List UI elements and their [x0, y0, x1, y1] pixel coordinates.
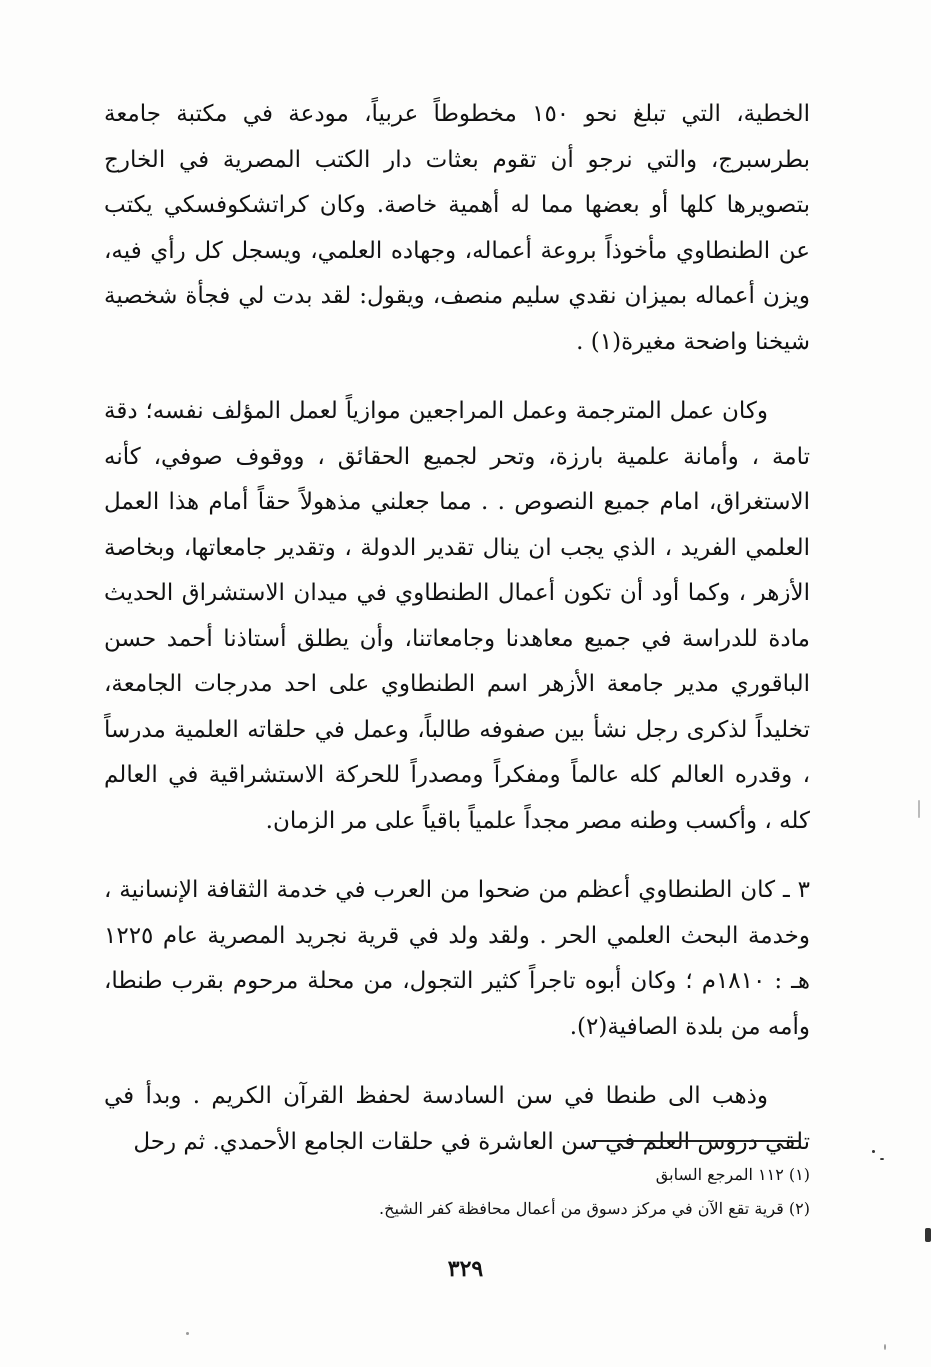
- paragraph-3: ٣ ـ كان الطنطاوي أعظم من ضحوا من العرب في خدمة الثقافة الإنسانية ، وخدمة البحث العلمي الحر . ولقد ولد في قرية نجريد المصرية عام ١٢٢٥ هـ : ١٨١٠م ؛ وكان أبوه تاجراً كثير التجول، من محلة مرحوم بقرب طنطا، وأمه من بلدة الصافية(٢).: [104, 877, 810, 1040]
- footnote-2: (٢) قرية تقع الآن في مركز دسوق من أعمال محافظة كفر الشيخ.: [379, 1199, 810, 1218]
- footnote-1: (١) ١١٢ المرجع السابق: [655, 1165, 810, 1184]
- body-text: [104, 92, 810, 1165]
- scan-speck: [186, 1332, 189, 1335]
- scan-speck: [880, 1158, 884, 1160]
- scan-speck: [918, 800, 920, 818]
- page-number: ٣٢٩: [447, 1256, 484, 1282]
- footnote-divider: [592, 1140, 800, 1142]
- paragraph-2: وكان عمل المترجمة وعمل المراجعين موازياً لعمل المؤلف نفسه؛ دقة تامة ، وأمانة علمية بارزة، وتحر لجميع الحقائق ، ووقوف صوفي، كأنه الاستغراق، امام جميع النصوص . . مما جعلني مذهولاً حقاً أمام هذا العمل العلمي الفريد ، الذي يجب ان ينال تقدير الدولة ، وتقدير جامعاتها، وبخاصة الأزهر ، وكما أود أن تكون أعمال الطنطاوي في ميدان الاستشراق الحديث مادة للدراسة في جميع معاهدنا وجامعاتنا، وأن يطلق أستاذنا أحمد حسن الباقوري مدير جامعة الأزهر اسم الطنطاوي على احد مدرجات الجامعة، تخليداً لذكرى رجل نشأ بين صفوفه طالباً، وعمل في حلقاته العلمية مدرساً ، وقدره العالم كله عالماً ومفكراً ومصدراً للحركة الاستشراقية في العالم كله ، وأكسب وطنه مصر مجداً علمياً باقياً على مر الزمان.: [104, 398, 811, 834]
- scan-speck: [872, 1150, 875, 1153]
- scan-speck: [884, 1344, 886, 1350]
- paragraph-4: وذهب الى طنطا في سن السادسة لحفظ القرآن الكريم . وبدأ في تلقي دروس العلم في سن العاشرة في حلقات الجامع الأحمدي. ثم رحل: [104, 1083, 810, 1155]
- paragraph-1: الخطية، التي تبلغ نحو ١٥٠ مخطوطاً عربياً، مودعة في مكتبة جامعة بطرسبرج، والتي نرجو أن تقوم بعثات دار الكتب المصرية في الخارج بتصويرها كلها أو بعضها مما له أهمية خاصة. وكان كراتشكوفسكي يكتب عن الطنطاوي مأخوذاً بروعة أعماله، وجهاده العلمي، ويسجل كل رأي فيه، ويزن أعماله بميزان نقدي سليم منصف، ويقول: لقد بدت لي فجأة شخصية شيخنا واضحة مغيرة(١) .: [104, 101, 810, 355]
- scan-speck: [925, 1228, 931, 1242]
- footnotes: [300, 1158, 810, 1226]
